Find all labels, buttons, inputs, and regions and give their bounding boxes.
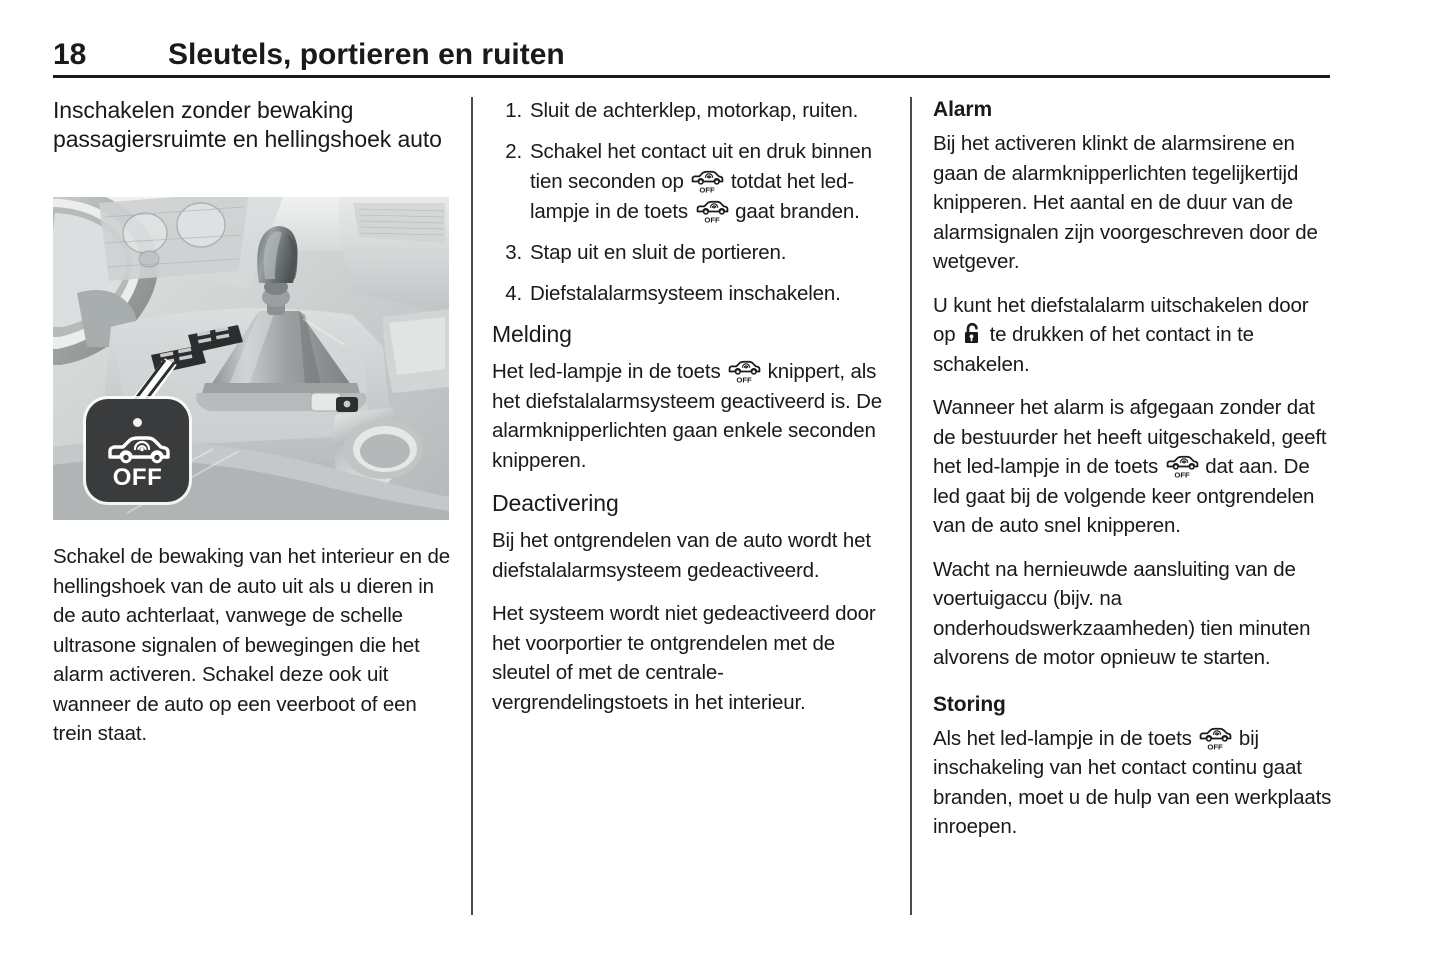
storing-paragraph [933,724,1333,842]
header-rule [53,75,1330,78]
list-item [492,96,892,126]
svg-text:OFF: OFF [699,185,715,194]
alarm-p2-text-b: te drukken of het contact in te schakelen. [933,323,1254,376]
page-header [53,36,1330,80]
alarm-p3-text-b: dat aan. De led gaat bij de volgende keer ontgrendelen van de auto snel knipperen. [933,455,1315,537]
middle-column [492,96,892,717]
step-text: Stap uit en sluit de portieren. [530,241,787,264]
step-text: Diefstalalarmsysteem inschakelen. [530,282,841,305]
car-interior-monitoring-off-icon [695,200,729,224]
alarm-heading: Alarm [933,98,993,121]
step-text-cont: totdat het led-lampje in de toets [530,170,854,223]
step-number: 1. [505,99,522,122]
led-indicator-dot [133,418,142,427]
list-item [492,238,892,268]
deactivering-paragraph-2: Het systeem wordt niet gedeactiveerd door het voorportier te ontgrendelen met de sleutel of met de centrale-vergrendelingstoets in het interieur. [492,602,876,714]
svg-text:OFF: OFF [1207,741,1223,751]
deactivering-heading: Deactivering [492,490,619,516]
left-column [53,96,450,162]
melding-text-a: Het led-lampje in de toets [492,360,727,383]
car-interior-monitoring-off-icon [105,435,171,465]
left-column-paragraph: Schakel de bewaking van het interieur en de hellingshoek van de auto uit als u dieren in de auto achterlaat, vanwege de schelle ultrasone signalen of bewegingen die het alarm activeren. Schakel deze ook uit wanneer de auto op een veerboot of een trein staat. [53,545,450,745]
left-column-heading: Inschakelen zonder bewaking passagiersruimte en hellingshoek auto [53,97,442,152]
unlock-padlock-icon [963,322,982,345]
page-number: 18 [53,38,87,71]
step-number: 4. [505,282,522,305]
list-item [492,279,892,309]
alarm-paragraph-3 [933,393,1333,541]
car-interior-monitoring-off-icon [1165,455,1199,479]
storing-heading: Storing [933,692,1006,716]
melding-paragraph [492,357,892,475]
svg-text:OFF: OFF [703,215,720,224]
step-text: Schakel het contact uit en druk binnen tien seconden op [530,140,872,193]
step-text: Sluit de achterklep, motorkap, ruiten. [530,99,859,122]
left-column-body [53,542,453,749]
alarm-paragraph-1: Bij het activeren klinkt de alarmsirene en gaan de alarmknipperlichten tegelijkertijd knipperen. Het aantal en de duur van de alarmsignalen zijn voorgeschreven door de wetgever. [933,132,1318,273]
car-interior-figure [53,197,449,520]
storing-text-b: bij inschakeling van het contact continu gaat branden, moet u de hulp van een werkplaats inroepen. [933,726,1332,838]
car-interior-monitoring-off-icon [727,360,761,384]
interior-monitoring-off-button-callout[interactable] [86,399,189,502]
svg-text:OFF: OFF [736,375,752,384]
column-divider-right [910,97,912,915]
storing-text-a: Als het led-lampje in de toets [933,726,1198,750]
car-interior-monitoring-off-icon [1198,727,1232,751]
step-number: 2. [505,140,522,163]
column-divider-left [471,97,473,915]
melding-heading: Melding [492,321,572,347]
right-column [933,96,1333,842]
alarm-paragraph-2 [933,291,1333,380]
alarm-p3-text-a: Wanneer het alarm is afgegaan zonder dat de bestuurder het heeft uitgeschakeld, geeft het led-lampje in de toets [933,396,1327,478]
melding-text-b: knippert, als het diefstalalarmsysteem geactiveerd is. De alarmknipperlichten gaan enkele seconden knipperen. [492,360,883,472]
svg-text:OFF: OFF [1174,470,1190,479]
deactivering-paragraph-1: Bij het ontgrendelen van de auto wordt het diefstalalarmsysteem gedeactiveerd. [492,529,871,582]
step-number: 3. [505,241,522,264]
car-interior-monitoring-off-icon [690,170,724,194]
alarm-paragraph-4: Wacht na hernieuwde aansluiting van de voertuigaccu (bijv. na onderhoudswerkzaamheden) tien minuten alvorens de motor opnieuw te starten. [933,557,1311,669]
list-item [492,137,892,227]
step-text-end: gaat branden. [729,200,860,223]
page-title: Sleutels, portieren en ruiten [168,38,565,71]
alarm-p2-text-a: U kunt het diefstalalarm uitschakelen door op [933,293,1309,346]
activation-steps-list [492,96,892,309]
callout-off-label: OFF [112,464,163,491]
